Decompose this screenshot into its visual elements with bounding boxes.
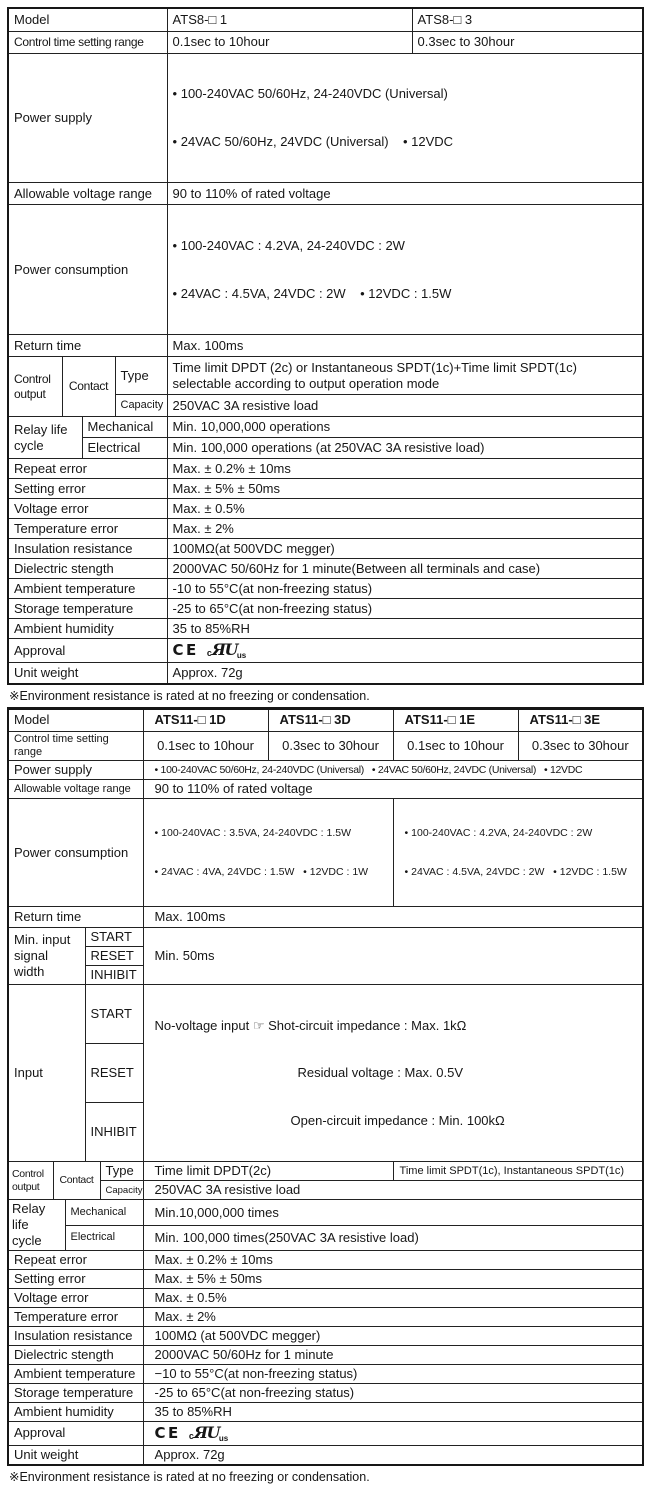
table-row [8, 417, 643, 438]
row-value: Max. ± 5% ± 50ms [143, 1269, 643, 1288]
row-sublabel: INHIBIT [85, 966, 143, 985]
row-label: Ambient temperature [8, 579, 167, 599]
value-line: • 100-240VAC 50/60Hz, 24-240VDC (Universal) [172, 86, 448, 102]
table-row [8, 1421, 643, 1445]
row-label: Control output [8, 357, 62, 417]
value-line: • 100-240VAC : 3.5VA, 24-240VDC : 1.5W [154, 826, 352, 839]
row-label: Storage temperature [8, 599, 167, 619]
row-value: Max. ± 0.2% ± 10ms [143, 1250, 643, 1269]
row-label: Power consumption [8, 799, 143, 907]
row-value: 2000VAC 50/60Hz for 1 minute(Between all terminals and case) [167, 559, 643, 579]
ul-recognized-icon: cЯU$_{us}$ [206, 640, 247, 661]
row-label: Approval [8, 1421, 143, 1445]
row-value: 0.1sec to 10hour [167, 31, 412, 53]
value-line: No-voltage input ☞ Shot-circuit impedance : Max. 1kΩ [154, 1017, 467, 1033]
row-label: Relay life cycle [8, 417, 82, 459]
row-value: Min. 50ms [143, 928, 643, 985]
row-label: Ambient humidity [8, 1402, 143, 1421]
table-row [8, 183, 643, 205]
table-row [8, 1445, 643, 1465]
row-sublabel: INHIBIT [85, 1103, 143, 1162]
row-value [393, 799, 643, 907]
row-label: Allowable voltage range [8, 780, 143, 799]
row-label: Storage temperature [8, 1383, 143, 1402]
row-value: Max. ± 0.5% [143, 1288, 643, 1307]
table-row [8, 31, 643, 53]
row-value: Max. ± 5% ± 50ms [167, 479, 643, 499]
table-row [8, 1383, 643, 1402]
model-cell: ATS11-□ 1E [393, 708, 518, 731]
table-row [8, 1162, 643, 1181]
row-value [167, 53, 643, 183]
ce-mark-icon: CE [154, 1423, 181, 1442]
row-value: −10 to 55°C(at non-freezing status) [143, 1364, 643, 1383]
table-row [8, 519, 643, 539]
table-row [8, 559, 643, 579]
table-row [8, 619, 643, 639]
row-value: 100MΩ (at 500VDC megger) [143, 1326, 643, 1345]
row-value: 35 to 85%RH [143, 1402, 643, 1421]
table-row [8, 1402, 643, 1421]
table-row [8, 984, 643, 1043]
row-label: Voltage error [8, 499, 167, 519]
row-value: 90 to 110% of rated voltage [167, 183, 643, 205]
footnote: ※Environment resistance is rated at no freezing or condensation. [9, 1470, 370, 1485]
table-row [8, 459, 643, 479]
table-row [8, 53, 643, 183]
ats8-spec-table [7, 7, 644, 685]
footnote: ※Environment resistance is rated at no freezing or condensation. [9, 688, 370, 703]
row-value: -10 to 55°C(at non-freezing status) [167, 579, 643, 599]
table-row [8, 1364, 643, 1383]
table-row [8, 335, 643, 357]
row-label: Return time [8, 907, 143, 928]
value-line: • 24VAC : 4.5VA, 24VDC : 2W • 12VDC : 1.5W [172, 285, 452, 301]
row-value: -25 to 65°C(at non-freezing status) [167, 599, 643, 619]
row-label: Control time setting range [8, 731, 143, 761]
table-row [8, 1307, 643, 1326]
row-value: 0.1sec to 10hour [393, 731, 518, 761]
table-row [8, 205, 643, 335]
row-label: Return time [8, 335, 167, 357]
table-row [8, 479, 643, 499]
table-row [8, 928, 643, 947]
table-row [8, 799, 643, 907]
row-value: 250VAC 3A resistive load [167, 395, 643, 417]
row-label: Repeat error [8, 1250, 143, 1269]
row-value: Min. 100,000 times(250VAC 3A resistive load) [143, 1225, 643, 1250]
row-label: Power supply [8, 53, 167, 183]
row-label: Insulation resistance [8, 539, 167, 559]
row-value: Time limit SPDT(1c), Instantaneous SPDT(1c) [393, 1162, 643, 1181]
row-value: Max. ± 0.2% ± 10ms [167, 459, 643, 479]
row-value: Time limit DPDT (2c) or Instantaneous SPDT(1c)+Time limit SPDT(1c) selectable according to output operation mode [167, 357, 643, 395]
row-value: 35 to 85%RH [167, 619, 643, 639]
row-value: 100MΩ(at 500VDC megger) [167, 539, 643, 559]
row-value: Max. ± 2% [167, 519, 643, 539]
row-label: Power consumption [8, 205, 167, 335]
table-row [8, 663, 643, 684]
row-sublabel: Mechanical [82, 417, 167, 438]
model-cell: ATS11-□ 3E [518, 708, 643, 731]
row-label: Voltage error [8, 1288, 143, 1307]
row-label: Allowable voltage range [8, 183, 167, 205]
table-row [8, 1200, 643, 1225]
row-value: Min. 10,000,000 operations [167, 417, 643, 438]
row-sublabel: START [85, 928, 143, 947]
row-label: Setting error [8, 479, 167, 499]
row-sublabel: RESET [85, 947, 143, 966]
table-row [8, 708, 643, 731]
row-label: Unit weight [8, 1445, 143, 1465]
row-value: Min.10,000,000 times [143, 1200, 643, 1225]
table-row [8, 579, 643, 599]
table-row [8, 1269, 643, 1288]
row-value: Max. 100ms [167, 335, 643, 357]
row-label: Unit weight [8, 663, 167, 684]
row-value [167, 205, 643, 335]
table-row [8, 8, 643, 31]
model-cell: ATS8-□ 1 [167, 8, 412, 31]
table-row [8, 639, 643, 663]
table-row [8, 599, 643, 619]
row-sublabel: Mechanical [65, 1200, 143, 1225]
table-row [8, 907, 643, 928]
table-row [8, 1345, 643, 1364]
table-row [8, 539, 643, 559]
value-line: Residual voltage : Max. 0.5V [297, 1065, 464, 1081]
row-value: Approx. 72g [167, 663, 643, 684]
row-label: Setting error [8, 1269, 143, 1288]
approval-marks [167, 639, 643, 663]
value-line: • 100-240VAC : 4.2VA, 24-240VDC : 2W [404, 826, 593, 839]
table-row [8, 357, 643, 395]
row-value: 2000VAC 50/60Hz for 1 minute [143, 1345, 643, 1364]
row-label: Temperature error [8, 1307, 143, 1326]
table-row [8, 438, 643, 459]
row-value: 90 to 110% of rated voltage [143, 780, 643, 799]
row-value: Min. 100,000 operations (at 250VAC 3A resistive load) [167, 438, 643, 459]
row-value: 0.1sec to 10hour [143, 731, 268, 761]
table-row [8, 1181, 643, 1200]
row-label: Power supply [8, 761, 143, 780]
row-label: Min. input signal width [8, 928, 85, 985]
row-sublabel: Capacity [100, 1181, 143, 1200]
table-row [8, 1225, 643, 1250]
row-label: Dielectric stength [8, 1345, 143, 1364]
table-row [8, 1326, 643, 1345]
row-value: • 100-240VAC 50/60Hz, 24-240VDC (Universal) • 24VAC 50/60Hz, 24VDC (Universal) • 12VDC [143, 761, 643, 780]
row-label: Approval [8, 639, 167, 663]
row-label: Repeat error [8, 459, 167, 479]
approval-marks [143, 1421, 643, 1445]
row-value: 0.3sec to 30hour [268, 731, 393, 761]
row-value: -25 to 65°C(at non-freezing status) [143, 1383, 643, 1402]
row-value: Approx. 72g [143, 1445, 643, 1465]
row-label: Model [8, 708, 143, 731]
model-cell: ATS8-□ 3 [412, 8, 643, 31]
row-value [143, 799, 393, 907]
row-label: Insulation resistance [8, 1326, 143, 1345]
row-label: Temperature error [8, 519, 167, 539]
row-sublabel: Electrical [82, 438, 167, 459]
table-row [8, 1288, 643, 1307]
value-line: • 100-240VAC : 4.2VA, 24-240VDC : 2W [172, 238, 405, 254]
ul-recognized-icon: cЯU$_{us}$ [188, 1422, 229, 1443]
ats11-spec-table [7, 707, 644, 1467]
row-label: Relay life cycle [8, 1200, 65, 1251]
row-label: Control output [8, 1162, 53, 1200]
value-line: • 24VAC : 4.5VA, 24VDC : 2W • 12VDC : 1.5W [404, 865, 627, 878]
table-row [8, 761, 643, 780]
row-value: Max. ± 0.5% [167, 499, 643, 519]
row-sublabel: Electrical [65, 1225, 143, 1250]
row-label: Input [8, 984, 85, 1161]
row-value: Time limit DPDT(2c) [143, 1162, 393, 1181]
row-value: Max. ± 2% [143, 1307, 643, 1326]
row-sublabel: Capacity [115, 395, 167, 417]
row-sublabel: Contact [53, 1162, 100, 1200]
row-sublabel: Type [100, 1162, 143, 1181]
row-value: 0.3sec to 30hour [518, 731, 643, 761]
table-row [8, 499, 643, 519]
row-label: Model [8, 8, 167, 31]
value-line: Open-circuit impedance : Min. 100kΩ [290, 1112, 505, 1128]
row-label: Ambient temperature [8, 1364, 143, 1383]
row-sublabel: Type [115, 357, 167, 395]
row-sublabel: Contact [62, 357, 115, 417]
row-value: 0.3sec to 30hour [412, 31, 643, 53]
table-row [8, 731, 643, 761]
row-label: Control time setting range [8, 31, 167, 53]
row-sublabel: START [85, 984, 143, 1043]
ce-mark-icon: CE [172, 641, 199, 660]
model-cell: ATS11-□ 1D [143, 708, 268, 731]
value-line: • 24VAC 50/60Hz, 24VDC (Universal) • 12VDC [172, 133, 454, 149]
table-row [8, 1250, 643, 1269]
row-value [143, 984, 643, 1161]
row-sublabel: RESET [85, 1044, 143, 1103]
model-cell: ATS11-□ 3D [268, 708, 393, 731]
row-value: 250VAC 3A resistive load [143, 1181, 643, 1200]
row-label: Ambient humidity [8, 619, 167, 639]
row-value: Max. 100ms [143, 907, 643, 928]
row-label: Dielectric stength [8, 559, 167, 579]
value-line: • 24VAC : 4VA, 24VDC : 1.5W • 12VDC : 1W [154, 865, 369, 878]
table-row [8, 780, 643, 799]
